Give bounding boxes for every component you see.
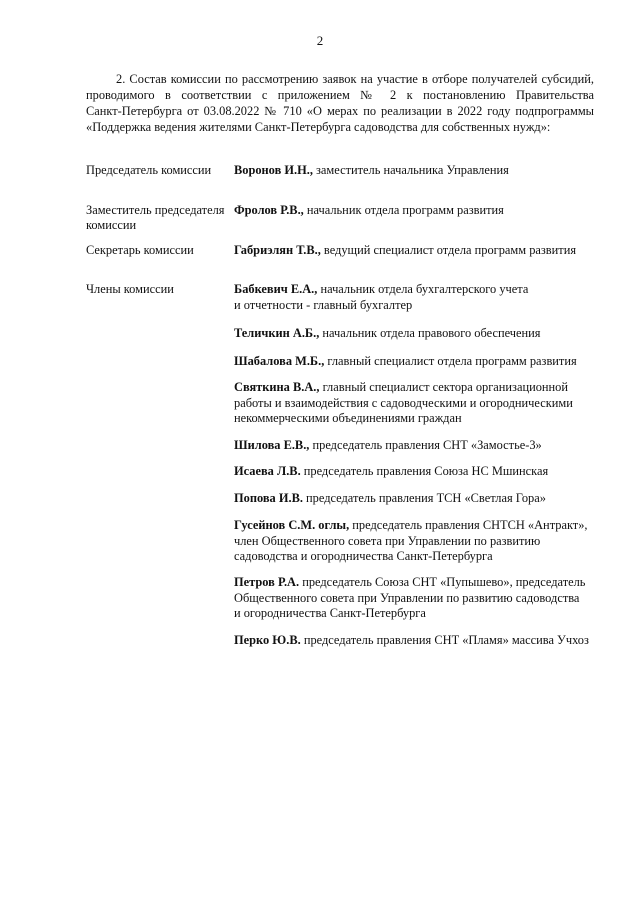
secretary-person [234,243,614,259]
member-name: Перко Ю.В. [234,633,301,647]
member-desc: начальник отдела правового обеспечения [319,326,541,340]
member-desc-line2: член Общественного совета при Управлении по развитию [234,533,541,548]
member-item [234,464,614,480]
member-desc-line2: работы и взаимодействия с садоводческими и огородническими [234,395,573,410]
member-name: Исаева Л.В. [234,464,301,478]
secretary-name: Габриэлян Т.В., [234,243,321,257]
member-desc: председатель Союза СНТ «Пупышево», председатель [299,575,586,589]
member-item [234,518,614,565]
member-desc-line3: некоммерческими объединениями граждан [234,411,462,425]
secretary-desc: ведущий специалист отдела программ развития [320,243,577,257]
deputy-desc: начальник отдела программ развития [303,203,504,217]
member-name: Гусейнов С.М. оглы, [234,518,350,532]
member-item [234,380,614,427]
member-desc: главный специалист отдела программ развития [324,354,577,368]
member-desc: председатель правления Союза НС Мшинская [300,464,549,478]
member-name: Попова И.В. [234,491,303,505]
deputy-person [234,203,614,219]
role-deputy-line1: Заместитель председателя [86,203,225,217]
member-item [234,575,614,622]
member-item [234,633,614,649]
role-deputy-line2: комиссии [86,218,137,232]
member-name: Шилова Е.В., [234,438,310,452]
member-desc-line3: садоводства и огородничества Санкт-Петербурга [234,549,493,563]
intro-line-1: 2. Состав комиссии по рассмотрению заявок на участие в отборе получателей субсидий, [116,72,594,86]
member-name: Теличкин А.Б., [234,326,320,340]
member-item [234,354,614,370]
member-desc-line2: и отчетности - главный бухгалтер [234,297,413,312]
member-item [234,326,614,342]
chair-person [234,163,614,179]
intro-line-3: Санкт-Петербурга от 03.08.2022 № 710 «О мерах по реализации в 2022 году подпрограммы [86,104,594,118]
intro-line-4: «Поддержка ведения жителями Санкт-Петербурга садоводства для собственных нужд»: [86,120,551,134]
member-item [234,438,614,454]
member-desc: председатель правления СНТ «Замостье-3» [309,438,542,452]
intro-paragraph [86,71,594,135]
member-desc: главный специалист сектора организационной [319,380,568,394]
role-deputy [86,203,236,233]
member-desc-line3: и огородничества Санкт-Петербурга [234,606,426,620]
member-desc-line2: Общественного совета при Управлении по развитию садоводства [234,590,580,605]
page-number: 2 [316,33,324,48]
intro-line-2: проводимого в соответствии с приложением № 2 к постановлению Правительства [86,88,594,102]
role-members: Члены комиссии [86,282,174,296]
member-desc: председатель правления ТСН «Светлая Гора» [302,491,546,505]
member-item [234,491,614,507]
member-desc: председатель правления СНТ «Пламя» массива Учхоз [300,633,589,647]
chair-desc: заместитель начальника Управления [312,163,509,177]
member-name: Шабалова М.Б., [234,354,325,368]
chair-name: Воронов И.Н., [234,163,313,177]
deputy-name: Фролов Р.В., [234,203,304,217]
member-name: Святкина В.А., [234,380,320,394]
member-desc: начальник отдела бухгалтерского учета [317,282,529,296]
member-item [234,282,614,313]
member-name: Петров Р.А. [234,575,300,589]
member-desc: председатель правления СНТСН «Антракт», [349,518,588,532]
member-name: Бабкевич Е.А., [234,282,318,296]
role-chair: Председатель комиссии [86,163,212,177]
role-secretary: Секретарь комиссии [86,243,194,257]
